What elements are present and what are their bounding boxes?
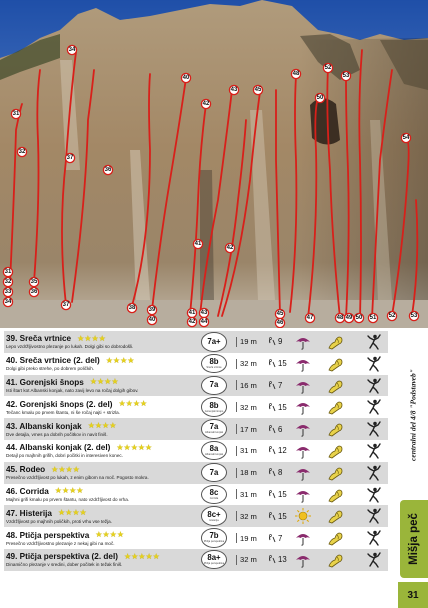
pinch-arm-icon [327, 551, 345, 569]
star-icon: ★ [76, 486, 84, 496]
route-tag [291, 69, 300, 78]
star-icon: ★ [120, 355, 128, 365]
route-tag [344, 313, 353, 322]
route-description: Presečno vzdržljivostno plezanje z nekaj gibi na moč. [6, 540, 115, 546]
svg-text:37: 37 [66, 155, 74, 161]
grade-value: 8b [209, 357, 219, 367]
route-name: 49. Ptičja perspektiva (2. del) [6, 552, 118, 562]
star-icon: ★ [131, 551, 139, 561]
route-info [4, 551, 198, 568]
route-info [4, 530, 198, 547]
route-length: 17 m [233, 424, 257, 434]
quickdraw-icon [268, 555, 276, 564]
route-row [4, 396, 388, 418]
svg-text:48: 48 [336, 315, 344, 321]
climber-icon [364, 507, 382, 525]
route-tag [29, 287, 38, 296]
route-tag [335, 313, 344, 322]
route-tag [199, 317, 208, 326]
pinch-arm-icon [327, 420, 345, 438]
climber-icon [364, 442, 382, 460]
route-description: Majhni grifi kmalu po prvem štantu, nato vzdržljivost do vrha. [6, 496, 130, 502]
star-icon: ★ [54, 486, 62, 496]
climber-icon [364, 464, 382, 482]
route-tag [229, 85, 238, 94]
svg-text:42: 42 [202, 101, 210, 107]
umbrella-icon [294, 377, 312, 395]
quickdraw-icon [268, 337, 276, 346]
star-icon: ★ [77, 333, 85, 343]
grade-badge [201, 550, 227, 570]
star-icon: ★ [79, 508, 87, 518]
route-row [4, 353, 388, 375]
page-number: 31 [398, 582, 428, 608]
route-name: 40. Sreča vrtnice (2. del) [6, 356, 100, 366]
route-tag [3, 297, 12, 306]
route-tag [323, 63, 332, 72]
route-tag [3, 277, 12, 286]
star-icon: ★ [118, 399, 126, 409]
svg-text:32: 32 [4, 279, 12, 285]
grade-caption: Sreča vrtnice [206, 366, 222, 370]
grade-badge [201, 441, 227, 461]
route-length: 31 m [233, 489, 257, 499]
grade-caption: Ptičja perspektiva [203, 540, 225, 544]
svg-text:49: 49 [345, 315, 353, 321]
svg-text:40: 40 [148, 317, 156, 323]
route-name: 47. Histerija [6, 508, 52, 518]
star-icon: ★ [145, 442, 153, 452]
route-tag [181, 73, 190, 82]
quickdraw-count: 9 [268, 337, 282, 346]
route-name: 48. Ptičja perspektiva [6, 530, 90, 540]
grade-caption: Albanski konjak [204, 431, 224, 435]
route-tag [187, 317, 196, 326]
route-tag [341, 71, 350, 80]
svg-text:42: 42 [226, 245, 234, 251]
star-icon: ★ [152, 551, 160, 561]
star-icon: ★ [123, 442, 131, 452]
route-description: Dinamično plezanje v sredini, dober počitek in težak finiš. [6, 562, 123, 568]
route-tag [187, 308, 196, 317]
grade-badge [201, 485, 227, 505]
route-rating [124, 553, 160, 561]
star-icon: ★ [127, 355, 135, 365]
route-rating [77, 335, 106, 343]
route-rating [88, 422, 117, 430]
route-tag [67, 45, 76, 54]
route-description: Dolgi gibi preko strehe, po dobrem poličkih. [6, 366, 95, 372]
star-icon: ★ [91, 333, 99, 343]
route-tag [127, 303, 136, 312]
star-icon: ★ [102, 421, 110, 431]
svg-text:41: 41 [194, 241, 202, 247]
route-row [4, 331, 388, 353]
quickdraw-icon [268, 446, 276, 455]
svg-text:43: 43 [200, 310, 208, 316]
quickdraw-icon [268, 468, 276, 477]
grade-badge [201, 354, 227, 374]
quickdraw-count: 13 [268, 555, 287, 564]
svg-text:36: 36 [30, 289, 38, 295]
route-name: 46. Corrida [6, 486, 49, 496]
route-tag [17, 147, 26, 156]
star-icon: ★ [58, 464, 66, 474]
pinch-arm-icon [327, 442, 345, 460]
route-description: Detajl po majhnih grifih, dobri počitki in interesiven konec. [6, 453, 123, 459]
svg-text:50: 50 [355, 315, 363, 321]
route-row [4, 418, 388, 440]
star-icon: ★ [138, 551, 146, 561]
svg-text:37: 37 [62, 302, 70, 308]
umbrella-icon [294, 333, 312, 351]
quickdraw-count: 8 [268, 468, 282, 477]
svg-text:53: 53 [342, 73, 350, 79]
umbrella-icon [294, 486, 312, 504]
svg-text:31: 31 [4, 269, 12, 275]
umbrella-icon [294, 420, 312, 438]
star-icon: ★ [145, 551, 153, 561]
route-description: Lepo vzdržljivostno plezanje po lukah. Dolgi gibi so dobrodošli. [6, 344, 134, 350]
route-info [4, 377, 198, 394]
star-icon: ★ [130, 442, 138, 452]
route-row [4, 440, 388, 462]
pinch-arm-icon [327, 486, 345, 504]
route-row [4, 375, 388, 397]
star-icon: ★ [116, 530, 124, 540]
umbrella-icon [294, 398, 312, 416]
star-icon: ★ [89, 377, 97, 387]
route-name: 44. Albanski konjak (2. del) [6, 443, 111, 453]
route-tag [275, 309, 284, 318]
umbrella-icon [294, 529, 312, 547]
star-icon: ★ [72, 508, 80, 518]
grade-caption: Albanski konjak [204, 453, 224, 457]
route-info [4, 333, 198, 350]
svg-text:45: 45 [276, 311, 284, 317]
star-icon: ★ [69, 486, 77, 496]
star-icon: ★ [72, 464, 80, 474]
route-name: 42. Gorenjski šnops (2. del) [6, 399, 113, 409]
svg-text:42: 42 [188, 319, 196, 325]
section-title: centralni del 4/8 "Podstaveb" [408, 369, 418, 461]
route-tag [3, 287, 12, 296]
route-tag [11, 109, 20, 118]
star-icon: ★ [95, 530, 103, 540]
pinch-arm-icon [327, 398, 345, 416]
grade-caption: Histerija [209, 518, 219, 522]
route-length: 18 m [233, 468, 257, 478]
pinch-arm-icon [327, 507, 345, 525]
quickdraw-count: 15 [268, 490, 287, 499]
pinch-arm-icon [327, 377, 345, 395]
quickdraw-count: 15 [268, 403, 287, 412]
sector-tab[interactable]: Mišja peč [400, 500, 428, 578]
svg-text:52: 52 [324, 65, 332, 71]
route-tag [193, 239, 202, 248]
svg-text:51: 51 [369, 315, 377, 321]
route-name: 41. Gorenjski šnops [6, 377, 84, 387]
climber-icon [364, 529, 382, 547]
grade-badge [201, 528, 227, 548]
route-rating [58, 509, 87, 517]
route-info [4, 508, 198, 525]
umbrella-icon [294, 442, 312, 460]
route-info [4, 421, 198, 438]
star-icon: ★ [123, 551, 132, 561]
star-icon: ★ [105, 355, 113, 365]
grade-value: 8a+ [207, 553, 221, 563]
svg-text:39: 39 [148, 307, 156, 313]
grade-badge [201, 463, 227, 483]
svg-text:45: 45 [254, 87, 262, 93]
star-icon: ★ [112, 355, 121, 365]
route-name: 39. Sreča vrtnice [6, 334, 72, 344]
route-rating [55, 487, 84, 495]
route-tag [305, 313, 314, 322]
route-description: Presečno vzdržljivost po lukah, z enim gibom na moč. Pogosto mokra. [6, 475, 149, 481]
route-description: Dve detajla, vmes pa dobrih počitkov in navit finiš. [6, 431, 108, 437]
svg-text:41: 41 [188, 310, 196, 316]
climber-icon [364, 486, 382, 504]
route-rating [90, 378, 119, 386]
route-tag [103, 165, 112, 174]
route-row [4, 549, 388, 571]
grade-badge [201, 506, 227, 526]
svg-text:54: 54 [402, 135, 410, 141]
pinch-arm-icon [327, 529, 345, 547]
route-tag [3, 267, 12, 276]
quickdraw-icon [268, 403, 276, 412]
quickdraw-icon [268, 425, 276, 434]
route-length: 16 m [233, 380, 257, 390]
route-info [4, 399, 198, 416]
grade-value: 8c [209, 487, 219, 497]
route-row [4, 462, 388, 484]
quickdraw-count: 6 [268, 425, 282, 434]
svg-text:36: 36 [104, 167, 112, 173]
route-tag [199, 308, 208, 317]
svg-text:44: 44 [200, 319, 208, 325]
route-tag [354, 313, 363, 322]
quickdraw-count: 7 [268, 534, 282, 543]
grade-value: 7a [209, 380, 219, 390]
route-table [4, 331, 388, 571]
route-length: 32 m [233, 555, 257, 565]
route-length: 31 m [233, 446, 257, 456]
star-icon: ★ [137, 442, 146, 452]
route-name: 45. Rodeo [6, 465, 46, 475]
route-info [4, 442, 198, 459]
climber-icon [364, 333, 382, 351]
climber-icon [364, 398, 382, 416]
quickdraw-count: 15 [268, 512, 287, 521]
svg-text:52: 52 [388, 313, 396, 319]
star-icon: ★ [132, 399, 140, 409]
quickdraw-icon [268, 381, 276, 390]
svg-text:46: 46 [276, 320, 284, 326]
pinch-arm-icon [327, 355, 345, 373]
route-tag [201, 99, 210, 108]
route-tag [401, 133, 410, 142]
route-length: 19 m [233, 337, 257, 347]
route-row [4, 484, 388, 506]
route-name: 43. Albanski konjak [6, 421, 82, 431]
grade-badge [201, 376, 227, 396]
svg-text:35: 35 [30, 279, 38, 285]
star-icon: ★ [65, 508, 73, 518]
grade-badge [201, 332, 227, 352]
star-icon: ★ [125, 399, 133, 409]
grade-badge [201, 397, 227, 417]
grade-value: 7a+ [207, 336, 221, 346]
svg-text:34: 34 [68, 47, 76, 53]
route-tag [368, 313, 377, 322]
climber-icon [364, 355, 382, 373]
quickdraw-count: 7 [268, 381, 282, 390]
svg-text:43: 43 [230, 87, 238, 93]
svg-text:53: 53 [410, 313, 418, 319]
grade-badge [201, 419, 227, 439]
route-info [4, 486, 198, 503]
climber-icon [364, 420, 382, 438]
route-length: 19 m [233, 533, 257, 543]
svg-text:34: 34 [4, 299, 12, 305]
route-tag [315, 93, 324, 102]
star-icon: ★ [65, 464, 73, 474]
star-icon: ★ [109, 421, 117, 431]
route-info [4, 355, 198, 372]
star-icon: ★ [96, 377, 105, 387]
svg-text:31: 31 [12, 111, 20, 117]
route-description: Tečanc kmalu po prvem štantu, ni še ročaj najti + strizla. [6, 409, 120, 415]
route-rating [118, 400, 147, 408]
route-row [4, 527, 388, 549]
route-tag [253, 85, 262, 94]
star-icon: ★ [98, 333, 106, 343]
grade-caption: Corrida [209, 496, 219, 500]
star-icon: ★ [61, 486, 70, 496]
grade-value: 8c+ [207, 509, 221, 519]
route-tag [387, 311, 396, 320]
star-icon: ★ [109, 530, 117, 540]
star-icon: ★ [57, 508, 66, 518]
star-icon: ★ [116, 442, 124, 452]
route-tag [275, 318, 284, 327]
route-rating [95, 531, 124, 539]
route-tag [147, 305, 156, 314]
route-rating [116, 444, 152, 452]
grade-value: 7b [209, 531, 219, 541]
star-icon: ★ [84, 333, 92, 343]
grade-caption: Gorenjski šnops [204, 409, 224, 413]
grade-caption: Ptičja perspektiva [203, 562, 225, 566]
route-length: 32 m [233, 402, 257, 412]
route-row [4, 505, 388, 527]
grade-value: 8b [209, 400, 219, 410]
star-icon: ★ [111, 377, 119, 387]
sun-icon [294, 507, 312, 525]
umbrella-icon [294, 355, 312, 373]
star-icon: ★ [104, 377, 112, 387]
quickdraw-icon [268, 534, 276, 543]
svg-text:38: 38 [128, 305, 136, 311]
svg-text:50: 50 [316, 95, 324, 101]
route-length: 32 m [233, 359, 257, 369]
star-icon: ★ [102, 530, 110, 540]
route-description: Vzdržljivost po majhnih poličkih, proti vrhu vse težja. [6, 518, 112, 524]
grade-value: 8a [209, 444, 219, 454]
quickdraw-count: 15 [268, 359, 287, 368]
route-length: 32 m [233, 511, 257, 521]
route-tag [61, 300, 70, 309]
umbrella-icon [294, 464, 312, 482]
star-icon: ★ [87, 421, 95, 431]
quickdraw-icon [268, 359, 276, 368]
route-info [4, 464, 198, 481]
route-description: Isti štart kot Albanski konjak, nato zavij levo na ročaj dolgih gibov. [6, 387, 139, 393]
route-tag [409, 311, 418, 320]
pinch-arm-icon [327, 464, 345, 482]
umbrella-icon [294, 551, 312, 569]
route-tag [29, 277, 38, 286]
star-icon: ★ [94, 421, 103, 431]
star-icon: ★ [51, 464, 59, 474]
star-icon: ★ [140, 399, 148, 409]
route-tag [225, 243, 234, 252]
svg-text:33: 33 [4, 289, 12, 295]
grade-value: 7a [209, 422, 219, 432]
quickdraw-count: 12 [268, 446, 287, 455]
quickdraw-icon [268, 490, 276, 499]
grade-value: 7a [209, 467, 219, 477]
climber-icon [364, 551, 382, 569]
svg-text:40: 40 [182, 75, 190, 81]
quickdraw-icon [268, 512, 276, 521]
route-tag [65, 153, 74, 162]
route-rating [51, 466, 80, 474]
svg-text:47: 47 [306, 315, 314, 321]
svg-text:32: 32 [18, 149, 26, 155]
pinch-arm-icon [327, 333, 345, 351]
route-rating [106, 357, 135, 365]
climber-icon [364, 377, 382, 395]
route-tag [147, 315, 156, 324]
svg-text:48: 48 [292, 71, 300, 77]
